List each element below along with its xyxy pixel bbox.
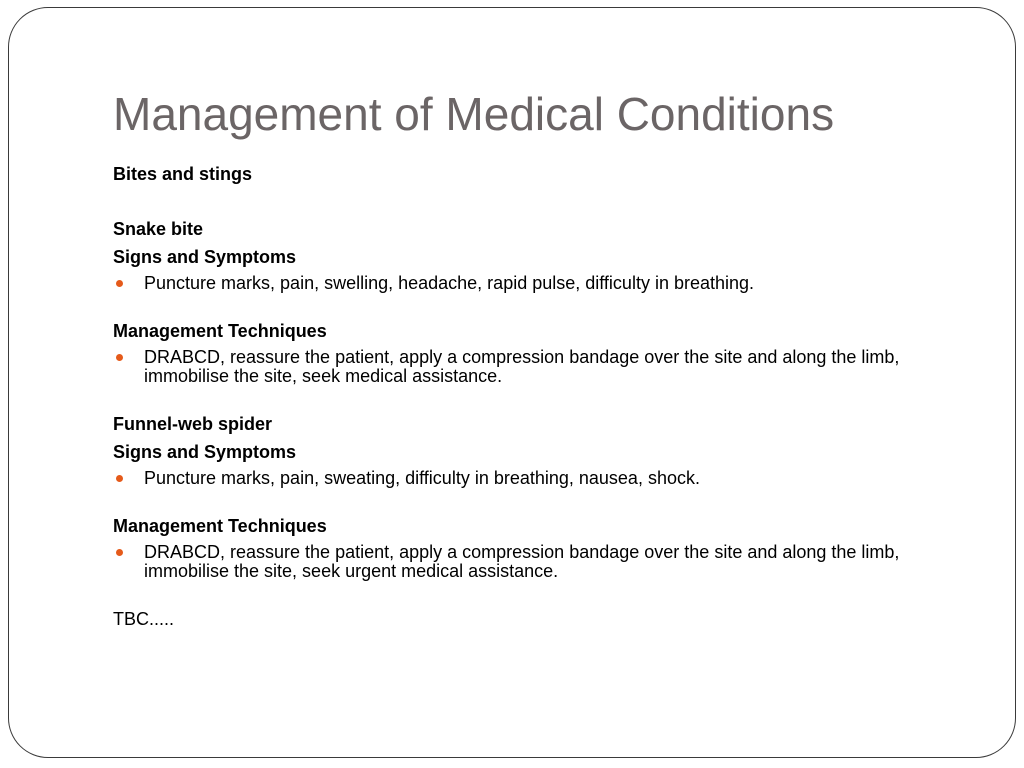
spacer xyxy=(113,590,943,608)
snake-signs-text: Puncture marks, pain, swelling, headache, rapid pulse, difficulty in breathing. xyxy=(144,273,755,293)
snake-signs-bullet xyxy=(113,274,943,293)
snake-signs-heading: Signs and Symptoms xyxy=(113,247,297,267)
spacer xyxy=(113,497,943,515)
snake-management-heading: Management Techniques xyxy=(113,321,327,341)
spider-signs-bullet xyxy=(113,469,943,488)
section-heading: Bites and stings xyxy=(113,164,253,184)
spacer xyxy=(113,395,943,413)
spider-management-text: DRABCD, reassure the patient, apply a compression bandage over the site and along the limb, immobilise the site, seek urgent medical assistance. xyxy=(144,542,900,581)
bullet-icon xyxy=(116,280,123,287)
bullet-icon xyxy=(116,549,123,556)
spider-signs-heading: Signs and Symptoms xyxy=(113,442,297,462)
spider-signs-text: Puncture marks, pain, sweating, difficulty in breathing, nausea, shock. xyxy=(144,468,700,488)
bullet-icon xyxy=(116,475,123,482)
snake-bite-heading: Snake bite xyxy=(113,219,204,239)
spacer xyxy=(113,191,943,218)
spider-management-bullet xyxy=(113,543,943,581)
snake-management-text: DRABCD, reassure the patient, apply a compression bandage over the site and along the limb, immobilise the site, seek medical assistance. xyxy=(144,347,900,386)
slide-title: Management of Medical Conditions xyxy=(113,88,835,140)
bullet-icon xyxy=(116,354,123,361)
slide-content xyxy=(113,163,943,630)
footer-text: TBC..... xyxy=(113,609,175,629)
spider-heading: Funnel-web spider xyxy=(113,414,273,434)
spider-management-heading: Management Techniques xyxy=(113,516,327,536)
spacer xyxy=(113,302,943,320)
snake-management-bullet xyxy=(113,348,943,386)
